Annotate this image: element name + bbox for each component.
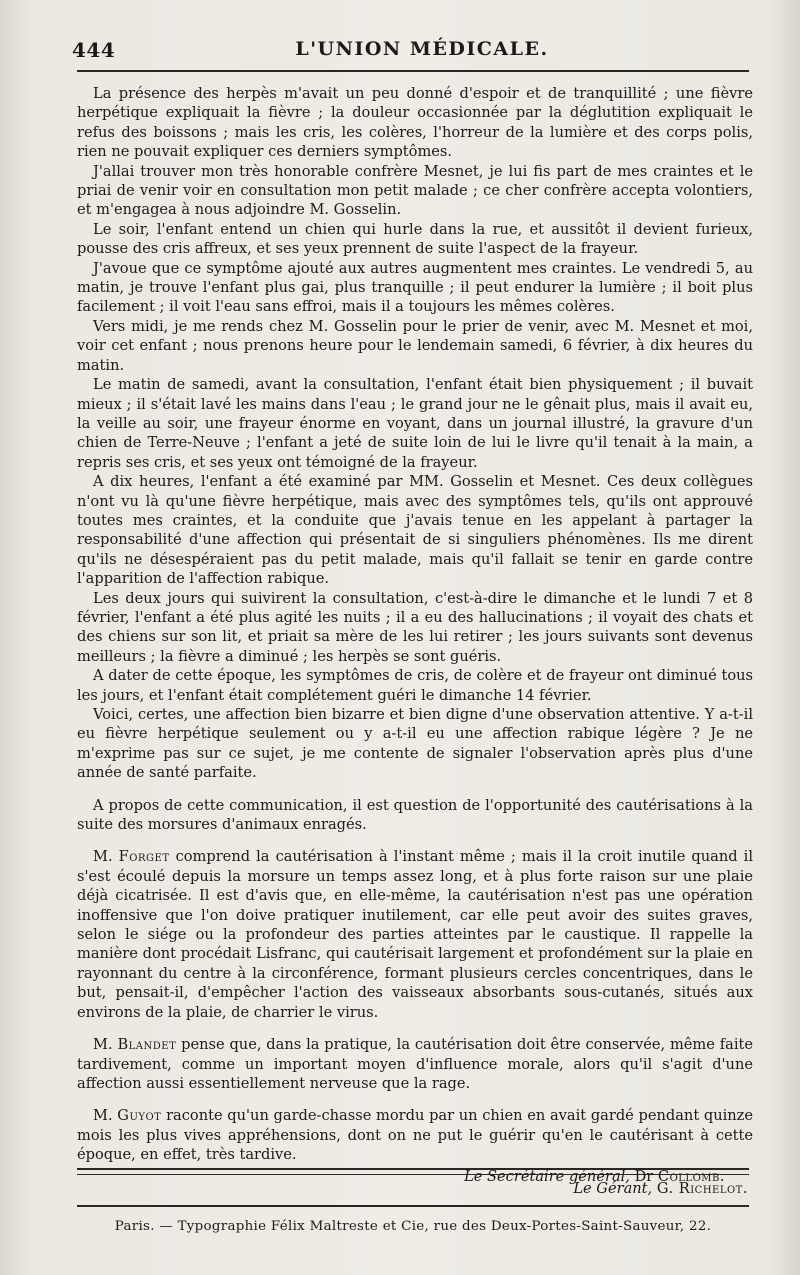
speaker-prefix: M. (93, 1036, 113, 1054)
page-number: 444 (72, 38, 116, 62)
speaker-prefix: M. (93, 1107, 113, 1125)
paragraph: Le matin de samedi, avant la consultation, l'enfant était bien physiquement ; il buvait mieux ; il s'était lavé les mains dans l'eau ; le grand jour ne le gênait plus, mais il avait eu, la veille au soir, une frayeur énorme en voyant, dans un journal illustré, la gravure d'un chien de Terre-Neuve ; l'enfant a jeté de suite loin de lui le livre qu'il tenait à la main, a repris ses cris, et ses yeux ont témoigné de la frayeur. (77, 376, 753, 471)
page-header (62, 30, 752, 64)
speaker-prefix: M. (93, 848, 113, 866)
printer-imprint: Paris. — Typographie Félix Maltreste et Cie, rue des Deux-Portes-Saint-Sauveur, 22. (114, 1219, 712, 1234)
intervention-text: comprend la cautérisation à l'instant même ; mais il la croit inutile quand il s'est écoulé depuis la morsure un temps assez long, et à plus forte raison sur une plaie déjà cicatrisée. Il est d'avis que, en elle-même, la cautérisation n'est pas une opération inoffensive que l'on doive pratiquer inutilement, car elle peut avoir des suites graves, selon le siége ou la profondeur des parties atteintes par le caustique. Il rappelle la manière dont procédait Lisfranc, qui cautérisait largement et profondément sur la plaie en rayonnant du centre à la circonférence, formant plusieurs cercles concentriques, dans le but, pensait-il, d'empêcher l'action des vaisseaux absorbants sous-cutanés, situés aux environs de la plaie, de charrier le virus. (77, 848, 754, 1021)
running-title: L'UNION MÉDICALE. (295, 38, 549, 60)
paragraph: J'avoue que ce symptôme ajouté aux autres augmentent mes craintes. Le vendredi 5, au matin, je trouve l'enfant plus gai, plus tranquille ; il peut endurer la lumière ; il boit plus facilement ; il voit l'eau sans effroi, mais il a toujours les mêmes colères. (77, 259, 753, 316)
intervention-guyot (77, 1106, 753, 1164)
paragraph: La présence des herpès m'avait un peu donné d'espoir et de tranquillité ; une fièvre herpétique expliquait la fièvre ; la douleur occasionnée par la déglutition expliquait le refus des boissons ; mais les cris, les colères, l'horreur de la lumière et des corps polis, rien ne pouvait expliquer ces derniers symptômes. (77, 85, 753, 161)
speaker-name: Forget (118, 848, 170, 866)
speaker-name: Blandet (117, 1036, 177, 1054)
paragraph: J'allai trouver mon très honorable confrère Mesnet, je lui fis part de mes craintes et le priai de venir voir en consultation mon petit malade ; ce cher confrère accepta volontiers, et m'engagea à nous adjoindre M. Gosselin. (77, 162, 753, 219)
footer-double-rule (77, 1168, 749, 1175)
paragraph: A dix heures, l'enfant a été examiné par MM. Gosselin et Mesnet. Ces deux collègues n'ont vu là qu'une fièvre herpétique, mais avec des symptômes tels, qu'ils ont approuvé toutes mes craintes, et la conduite que j'avais tenue en les appelant à partager la responsabilité d'une affection qui présentait de si singuliers phénomènes. Ils me dirent qu'ils ne désespéraient pas du petit malade, mais qu'il fallait se tenir en garde contre l'apparition de l'affection rabique. (77, 473, 753, 588)
signature-name: Collomb. (657, 1167, 725, 1185)
intervention-blandet (77, 1035, 753, 1093)
intervention-forget (77, 847, 753, 1022)
paragraph: Le soir, l'enfant entend un chien qui hurle dans la rue, et aussitôt il devient furieux, pousse des cris affreux, et ses yeux prennent de suite l'aspect de la frayeur. (77, 220, 753, 258)
signature-title: Dr (634, 1167, 654, 1185)
footer-rule (77, 1205, 749, 1207)
intervention-text: pense que, dans la pratique, la cautérisation doit être conservée, même faite tardivement, comme un important moyen d'influence morale, alors qu'il s'agit d'une affection aussi essentiellement nerveuse que la rage. (77, 1036, 753, 1092)
gerant-name: G. Richelot. (656, 1180, 748, 1197)
intervention-text: raconte qu'un garde-chasse mordu par un chien en avait gardé pendant quinze mois les plus vives appréhensions, dont on ne put le guérir qu'en le cautérisant à cette époque, en effet, très tardive. (77, 1107, 754, 1164)
signature-role: Le Secrétaire général, (464, 1167, 630, 1185)
gerant-signature (573, 1180, 748, 1197)
transition-paragraph: A propos de cette communication, il est question de l'opportunité des cautérisations à la suite des morsures d'animaux enragés. (77, 796, 753, 834)
article-body (77, 84, 753, 1186)
paragraph: Les deux jours qui suivirent la consultation, c'est-à-dire le dimanche et le lundi 7 et 8 février, l'enfant a été plus agité les nuits ; il a eu des hallucinations ; il voyait des chats et des chiens sur son lit, et priait sa mère de les lui retirer ; les jours suivants sont devenus meilleurs ; la fièvre a diminué ; les herpès se sont guéris. (77, 589, 753, 665)
paragraph: A dater de cette époque, les symptômes de cris, de colère et de frayeur ont diminué tous les jours, et l'enfant était complétement guéri le dimanche 14 février. (77, 667, 753, 704)
paragraph: Voici, certes, une affection bien bizarre et bien digne d'une observation attentive. Y a-t-il eu fièvre herpétique seulement ou y a-t-il eu une affection rabique légère ? Je ne m'exprime pas sur ce sujet, je me contente de signaler l'observation après plus d'une année de santé parfaite. (77, 706, 753, 782)
header-rule (77, 70, 749, 72)
speaker-name: Guyot (117, 1107, 162, 1125)
gerant-role: Le Gérant, (573, 1180, 653, 1197)
paragraph: Vers midi, je me rends chez M. Gosselin pour le prier de venir, avec M. Mesnet et moi, voir cet enfant ; nous prenons heure pour le lendemain samedi, 6 février, à dix heures du matin. (77, 317, 753, 374)
